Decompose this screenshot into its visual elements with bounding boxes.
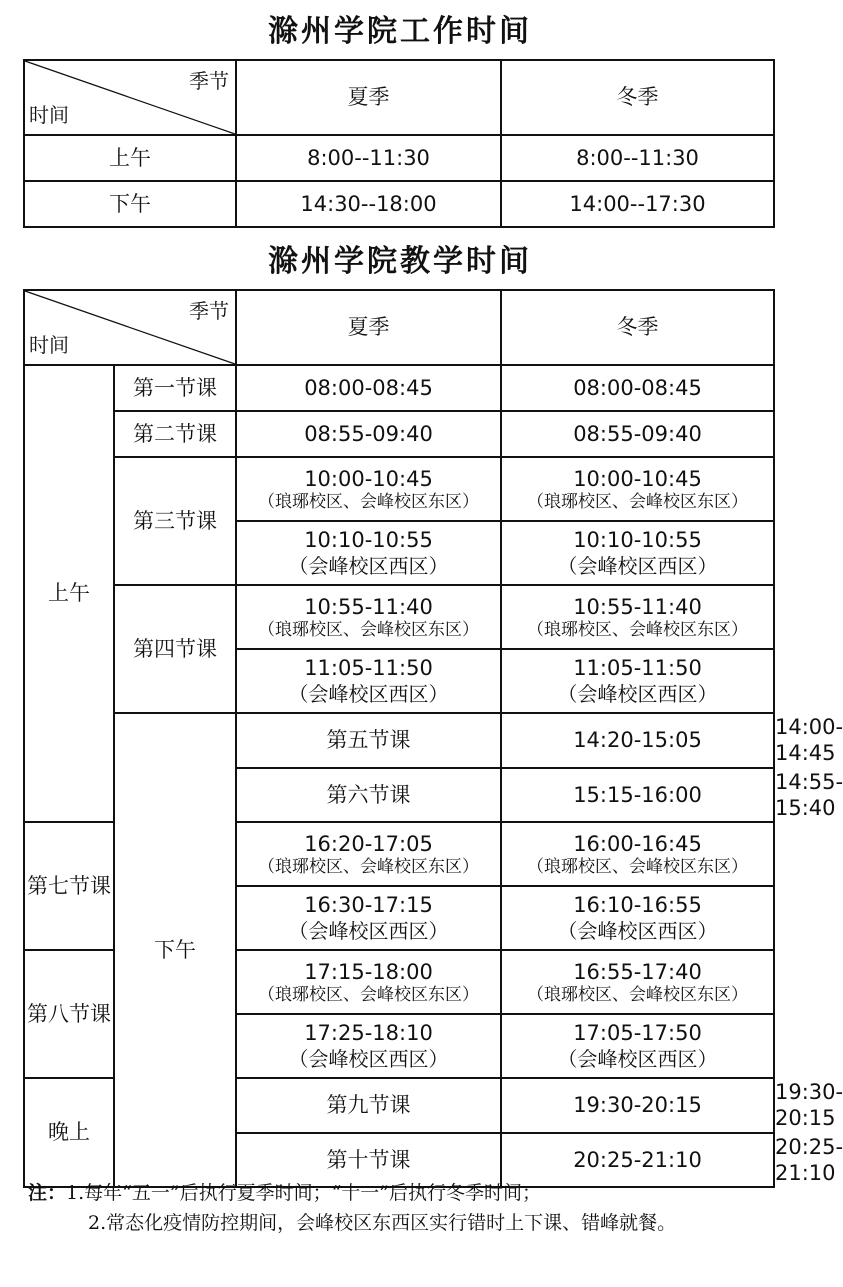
summer-time-cell: 19:30-20:15 [501,1078,774,1133]
summer-time-cell [236,585,501,649]
winter-time-cell [501,457,774,521]
time-value: 16:55-17:40 [573,959,702,984]
work-time-title: 滁州学院工作时间 [268,14,532,49]
summer-time-cell: 08:00-08:45 [236,365,501,411]
time-value: 10:10-10:55 [304,527,433,552]
summer-time-cell: 15:15-16:00 [501,768,774,823]
table-row [24,585,774,649]
campus-note: （会峰校区西区） [557,919,718,944]
work-time-table [23,59,775,228]
campus-note: （琅琊校区、会峰校区东区） [258,984,479,1005]
period-cell-evening: 晚上 [24,1078,114,1187]
period-cell: 上午 [24,135,236,181]
notes-label: 注： [28,1182,67,1204]
campus-note: （琅琊校区、会峰校区东区） [527,984,748,1005]
winter-time-cell: 08:00-08:45 [501,365,774,411]
note-line-1 [28,1178,768,1208]
winter-time-cell [501,649,774,713]
period-cell-morning: 上午 [24,365,114,822]
time-value: 16:00-16:45 [573,831,702,856]
notes [28,1178,768,1238]
note-text-1: 1.每年“五一”后执行夏季时间；“十一”后执行冬季时间； [66,1182,541,1204]
time-label: 时间 [29,333,69,357]
table-row [24,365,774,411]
class-name-cell: 第八节课 [24,950,114,1078]
table-row [24,181,774,227]
period-cell-afternoon: 下午 [114,713,236,1187]
campus-note: （会峰校区西区） [288,1047,449,1072]
time-value: 11:05-11:50 [304,655,433,680]
time-value: 16:20-17:05 [304,831,433,856]
winter-time-cell [501,1014,774,1078]
campus-note: （琅琊校区、会峰校区东区） [527,619,748,640]
campus-note: （会峰校区西区） [557,1047,718,1072]
class-name-cell: 第四节课 [114,585,236,713]
period-cell: 下午 [24,181,236,227]
summer-time-cell [236,1014,501,1078]
summer-time-cell [236,521,501,585]
table-row: 第六节课 15:15-16:00 14:55-15:40 [24,768,774,823]
winter-time-cell [501,822,774,886]
class-name-cell: 第七节课 [24,822,114,950]
campus-note: （琅琊校区、会峰校区东区） [258,856,479,877]
summer-time-cell [236,457,501,521]
summer-time-cell [236,950,501,1014]
time-value: 16:30-17:15 [304,892,433,917]
season-label: 季节 [189,299,229,323]
winter-time-cell [501,585,774,649]
winter-time-cell: 14:00--17:30 [501,181,774,227]
campus-note: （琅琊校区、会峰校区东区） [527,491,748,512]
summer-time-cell: 14:20-15:05 [501,713,774,768]
winter-header: 冬季 [501,290,774,365]
campus-note: （会峰校区西区） [557,682,718,707]
summer-time-cell [236,886,501,950]
winter-time-cell [501,886,774,950]
class-name-cell: 第六节课 [236,768,501,823]
teaching-time-table [23,289,843,1188]
time-value: 10:00-10:45 [573,466,702,491]
class-name-cell: 第九节课 [236,1078,501,1133]
summer-time-cell: 20:25-21:10 [501,1133,774,1188]
campus-note: （琅琊校区、会峰校区东区） [527,856,748,877]
class-name-cell: 第五节课 [236,713,501,768]
winter-time-cell [501,950,774,1014]
table-row [24,411,774,457]
time-label: 时间 [29,103,69,127]
summer-time-cell: 08:55-09:40 [236,411,501,457]
time-value: 10:55-11:40 [573,594,702,619]
campus-note: （琅琊校区、会峰校区东区） [258,619,479,640]
summer-time-cell [236,649,501,713]
time-value: 10:00-10:45 [304,466,433,491]
winter-time-cell: 08:55-09:40 [501,411,774,457]
table-row [24,135,774,181]
time-value: 17:05-17:50 [573,1020,702,1045]
winter-time-cell [501,521,774,585]
header-diagonal-cell [24,290,236,365]
season-label: 季节 [189,69,229,93]
campus-note: （会峰校区西区） [288,682,449,707]
class-name-cell: 第三节课 [114,457,236,585]
winter-time-cell: 8:00--11:30 [501,135,774,181]
table-row: 晚上 第九节课 19:30-20:15 19:30-20:15 [24,1078,774,1133]
summer-time-cell: 14:30--18:00 [236,181,501,227]
table-row [24,457,774,521]
class-name-cell: 第一节课 [114,365,236,411]
time-value: 10:10-10:55 [573,527,702,552]
time-value: 17:25-18:10 [304,1020,433,1045]
summer-header: 夏季 [236,290,501,365]
winter-header: 冬季 [501,60,774,135]
header-diagonal-cell [24,60,236,135]
summer-time-cell: 8:00--11:30 [236,135,501,181]
table-row: 第十节课 20:25-21:10 20:25-21:10 [24,1133,774,1188]
class-name-cell: 第二节课 [114,411,236,457]
time-value: 10:55-11:40 [304,594,433,619]
campus-note: （会峰校区西区） [557,554,718,579]
note-line-2: 2.常态化疫情防控期间，会峰校区东西区实行错时上下课、错峰就餐。 [88,1212,677,1234]
campus-note: （会峰校区西区） [288,919,449,944]
campus-note: （琅琊校区、会峰校区东区） [258,491,479,512]
summer-time-cell [236,822,501,886]
table-row: 下午 第五节课 14:20-15:05 14:00-14:45 [24,713,774,768]
campus-note: （会峰校区西区） [288,554,449,579]
summer-header: 夏季 [236,60,501,135]
time-value: 16:10-16:55 [573,892,702,917]
class-name-cell: 第十节课 [236,1133,501,1188]
time-value: 11:05-11:50 [573,655,702,680]
time-value: 17:15-18:00 [304,959,433,984]
teaching-time-title: 滁州学院教学时间 [268,244,532,279]
